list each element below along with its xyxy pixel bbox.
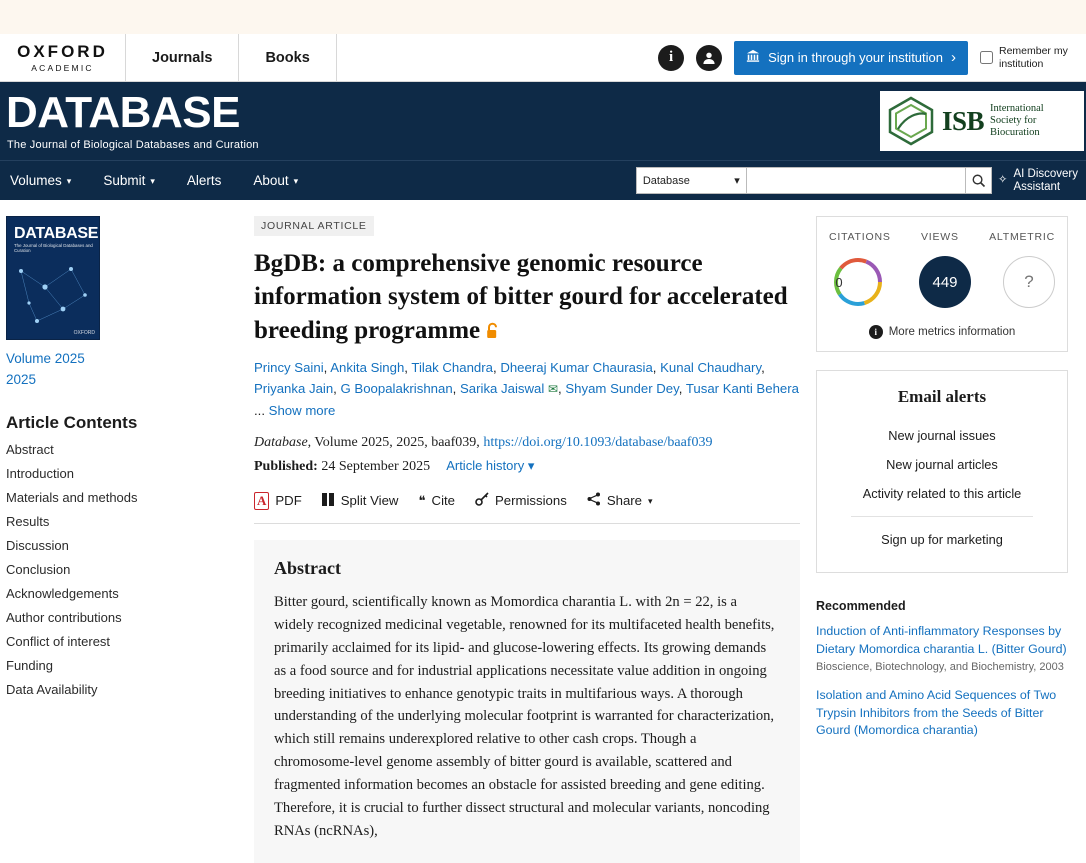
publication-line <box>254 458 800 475</box>
author-list-ellipsis: ... <box>254 402 265 418</box>
recommended-title[interactable]: Induction of Anti-inflammatory Responses by Dietary Momordica charantia L. (Bitter Gourd) <box>816 624 1067 656</box>
citation-line <box>254 435 800 451</box>
right-sidebar <box>800 216 1068 803</box>
author-link[interactable]: Tusar Kanti Behera <box>685 381 799 397</box>
toc-item-conflict-of-interest[interactable]: Conflict of interest <box>6 634 111 649</box>
altmetric-score-circle[interactable] <box>1003 256 1055 308</box>
article-contents-heading: Article Contents <box>6 413 138 432</box>
metrics-header-altmetric: ALTMETRIC <box>989 231 1055 243</box>
chevron-down-icon: ▾ <box>648 496 653 507</box>
citations-count: 0 <box>835 274 843 290</box>
search-icon <box>971 173 986 188</box>
ai-discovery-assistant-button[interactable] <box>998 168 1086 193</box>
abstract-heading: Abstract <box>274 557 341 578</box>
account-icon[interactable] <box>696 45 722 71</box>
open-access-icon <box>485 316 500 334</box>
chevron-down-icon: ▾ <box>293 176 299 186</box>
author-link[interactable]: G Boopalakrishnan <box>340 381 453 397</box>
pdf-label: PDF <box>275 493 302 509</box>
share-button[interactable] <box>587 492 653 509</box>
left-sidebar <box>0 216 240 803</box>
share-icon <box>587 492 601 509</box>
page-content <box>0 200 1086 839</box>
brand-bar-spacer <box>337 34 658 81</box>
split-view-icon <box>322 493 335 509</box>
journal-title: DATABASE <box>6 88 240 137</box>
cover-network-graphic <box>11 251 95 335</box>
recommended-title[interactable]: Isolation and Amino Acid Sequences of Two Trypsin Inhibitors from the Seeds of Bitter Gourd (Momordica charantia) <box>816 688 1057 738</box>
nav-item-volumes[interactable] <box>6 161 87 200</box>
toc-item-results[interactable]: Results <box>6 514 50 529</box>
nav-item-about[interactable] <box>237 161 314 200</box>
isb-hex-icon <box>886 96 936 146</box>
sparkle-icon: ✧ <box>997 174 1008 187</box>
oxford-academic-logo[interactable] <box>0 34 126 81</box>
citation-journal-name: Database <box>254 434 308 450</box>
search-input-wrap[interactable] <box>746 167 966 194</box>
chevron-down-icon: ▾ <box>66 176 72 186</box>
split-view-button[interactable] <box>322 493 399 509</box>
metrics-headers <box>829 231 1055 243</box>
more-metrics-link[interactable] <box>829 325 1055 339</box>
toc-item-materials-and-methods[interactable]: Materials and methods <box>6 490 138 505</box>
cite-button[interactable] <box>418 493 455 509</box>
isb-society-logo[interactable] <box>880 91 1084 151</box>
email-icon[interactable]: ✉ <box>547 382 559 397</box>
remember-institution-checkbox[interactable] <box>980 45 1076 69</box>
email-alerts-card <box>816 370 1068 573</box>
remember-institution-label: Remember my institution <box>999 45 1068 70</box>
isb-name-line2: Society for <box>990 114 1037 126</box>
cover-title: DATABASE <box>14 225 99 242</box>
more-metrics-label: More metrics information <box>888 326 1016 338</box>
info-icon[interactable]: i <box>658 45 684 71</box>
search-bar <box>636 167 992 194</box>
nav-item-submit[interactable] <box>87 161 171 200</box>
tab-books[interactable]: Books <box>239 34 336 81</box>
oxford-logo-line2: ACADEMIC <box>31 63 94 73</box>
metrics-values <box>829 253 1055 311</box>
toc-item-acknowledgements[interactable]: Acknowledgements <box>6 586 119 601</box>
published-label: Published: <box>254 458 318 474</box>
key-icon <box>475 492 489 509</box>
ai-assistant-label <box>1013 168 1078 193</box>
page-title <box>254 247 800 347</box>
oxford-logo-line1: OXFORD <box>17 42 108 61</box>
pdf-button[interactable] <box>254 492 302 510</box>
permissions-button[interactable] <box>475 492 567 509</box>
author-link[interactable]: Dheeraj Kumar Chaurasia <box>500 359 653 375</box>
toc-item-conclusion[interactable]: Conclusion <box>6 562 71 577</box>
brand-bar <box>0 34 1086 82</box>
chevron-right-icon: › <box>951 49 956 66</box>
search-input[interactable] <box>753 173 938 189</box>
cover-subtitle: The Journal of Biological Databases and Curation <box>14 243 93 253</box>
altmetric-score: ? <box>1024 272 1034 291</box>
split-view-label: Split View <box>340 493 399 509</box>
nav-item-alerts[interactable] <box>171 161 238 200</box>
tab-journals[interactable]: Journals <box>126 34 239 81</box>
journal-identity[interactable] <box>0 82 259 160</box>
metrics-header-views: VIEWS <box>920 231 959 243</box>
permissions-label: Permissions <box>495 493 567 509</box>
share-label: Share <box>606 493 643 509</box>
toc-item-discussion[interactable]: Discussion <box>6 538 69 553</box>
brand-bar-actions <box>658 34 1086 81</box>
metrics-card <box>816 216 1068 352</box>
author-link[interactable]: Princy Saini <box>254 359 324 375</box>
chevron-down-icon: ▾ <box>527 457 535 473</box>
volume-link[interactable]: Volume 2025 <box>6 351 85 366</box>
quote-icon: ❝ <box>418 492 426 508</box>
author-list: Princy Saini, Ankita Singh, Tilak Chandra, Dheeraj Kumar Chaurasia, Kunal Chaudhary, Priyanka Jain, G Boopalakrishnan, Sarika Jaiswal ✉, Shyam Sunder Dey, Tusar Kanti Behera ... Show more <box>254 359 799 418</box>
doi-link[interactable]: https://doi.org/10.1093/database/baaf039 <box>483 434 713 450</box>
article-history-toggle[interactable] <box>446 458 534 474</box>
institution-icon <box>746 49 760 66</box>
author-link[interactable]: Tilak Chandra <box>411 359 493 375</box>
ai-label-line2: Assistant <box>1013 180 1061 193</box>
isb-abbrev: ISB <box>942 105 985 136</box>
sign-in-label: Sign in through your institution <box>768 50 943 65</box>
abstract-section <box>254 540 800 863</box>
toc-item-author-contributions[interactable]: Author contributions <box>6 610 122 625</box>
citations-donut[interactable] <box>829 253 887 311</box>
nav-label-submit: Submit <box>103 173 146 188</box>
journal-banner <box>0 82 1086 160</box>
toc-item-introduction[interactable]: Introduction <box>6 466 74 481</box>
metrics-header-citations: CITATIONS <box>829 231 891 243</box>
chevron-down-icon: ▾ <box>734 175 740 187</box>
year-link[interactable]: 2025 <box>6 372 37 387</box>
author-link[interactable]: Priyanka Jain <box>254 381 334 397</box>
divider <box>851 516 1033 517</box>
alert-activity-related[interactable]: Activity related to this article <box>862 486 1022 501</box>
remember-institution-input[interactable] <box>980 51 993 64</box>
search-scope-value: Database <box>642 174 690 187</box>
views-count-circle[interactable] <box>919 256 971 308</box>
author-link[interactable]: Sarika Jaiswal <box>460 381 545 397</box>
pdf-icon: A <box>254 492 269 510</box>
cite-label: Cite <box>431 493 455 509</box>
nav-label-alerts: Alerts <box>186 173 222 188</box>
info-icon: i <box>869 325 883 339</box>
views-count: 449 <box>932 273 958 291</box>
isb-logo-text <box>942 105 985 136</box>
sign-in-institution-button[interactable] <box>734 41 968 75</box>
cover-publisher: OXFORD <box>73 330 95 336</box>
article-type-tag: JOURNAL ARTICLE <box>254 216 374 236</box>
ai-label-line1: AI Discovery <box>1013 167 1078 180</box>
recommended-heading: Recommended <box>816 599 906 613</box>
toc-item-data-availability[interactable]: Data Availability <box>6 682 98 697</box>
article-main <box>240 216 800 839</box>
isb-name-line1: International <box>990 102 1044 114</box>
article-title-text: BgDB: a comprehensive genomic resource information system of bitter gourd for accelerated breeding programme <box>254 250 788 344</box>
author-link[interactable]: Shyam Sunder Dey <box>565 381 679 397</box>
journal-nav-bar <box>0 160 1086 200</box>
toc-item-abstract[interactable]: Abstract <box>6 442 54 457</box>
nav-label-volumes: Volumes <box>10 173 62 188</box>
abstract-text: Bitter gourd, scientifically known as Momordica charantia L. with 2n = 22, is a widely recognized medicinal vegetable, renowned for its multifaceted health benefits, primarily acclaimed for its lipid- and glucose-lowering effects. Its growing demands as a food source and for industrial applications necessitate value addition in ongoing breeding initiatives to enhance genotypic traits in multifarious ways. A thorough understanding of the underlying molecular footprint is warranted for characterization, which still remains underexplored relative to other cash crops. Though a chromosome-level genome assembly of bitter gourd is available, scattered and fragmented information becomes an obstacle for assisted breeding and gene editing. Therefore, it is crucial to further dissect structural and molecular variants, noncoding RNAs (ncRNAs), <box>274 593 775 839</box>
author-link[interactable]: Ankita Singh <box>330 359 405 375</box>
article-history-label: Article history <box>446 457 525 473</box>
alert-sign-up-marketing[interactable]: Sign up for marketing <box>881 532 1003 547</box>
toc-item-funding[interactable]: Funding <box>6 658 53 673</box>
author-link[interactable]: Kunal Chaudhary <box>660 359 762 375</box>
top-promo-strip <box>0 0 1086 34</box>
published-group <box>254 459 430 475</box>
alert-new-journal-articles[interactable]: New journal articles <box>886 457 998 472</box>
recommended-item[interactable] <box>816 623 1068 673</box>
recommended-item[interactable] <box>816 687 1068 740</box>
email-alerts-heading: Email alerts <box>897 387 987 406</box>
citation-details: , Volume 2025, 2025, baaf039, <box>307 434 484 450</box>
isb-fullname <box>990 103 1044 139</box>
nav-label-about: About <box>253 173 289 188</box>
article-toolbar <box>254 492 800 524</box>
isb-name-line3: Biocuration <box>990 127 1040 139</box>
show-more-authors-link[interactable]: Show more <box>268 402 336 418</box>
search-scope-select[interactable] <box>636 167 746 194</box>
published-date: 24 September 2025 <box>321 458 431 474</box>
journal-subtitle: The Journal of Biological Databases and Curation <box>7 139 259 151</box>
alert-new-journal-issues[interactable]: New journal issues <box>888 428 996 443</box>
chevron-down-icon: ▾ <box>150 176 155 186</box>
recommended-source: Bioscience, Biotechnology, and Biochemistry, 2003 <box>816 661 1064 674</box>
journal-cover-image[interactable] <box>6 216 100 340</box>
search-button[interactable] <box>966 167 992 194</box>
